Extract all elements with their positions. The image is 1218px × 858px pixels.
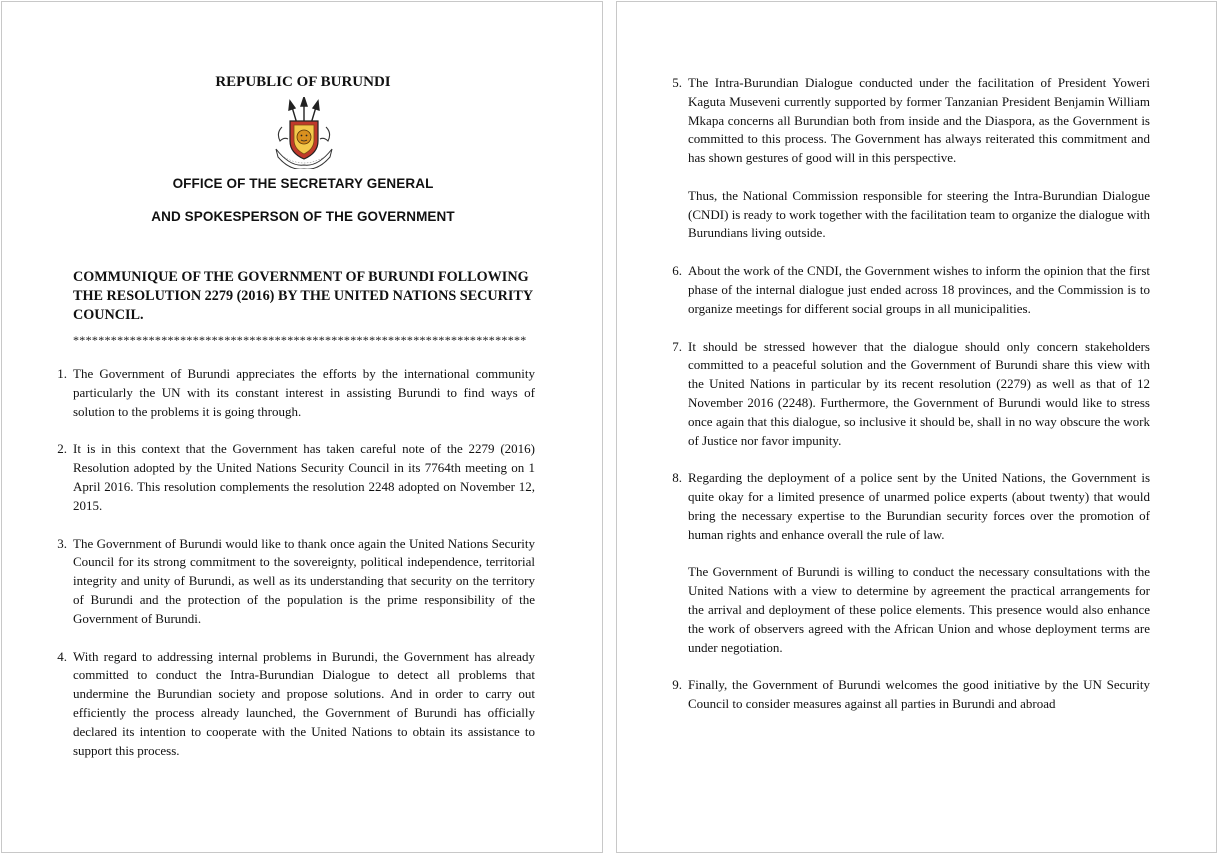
item-paragraph: About the work of the CNDI, the Government wishes to inform the opinion that the first phase of the internal dialogue just ended across 18 provinces, and the Commission is to organize meetings for different social groups in all municipalities. [688,263,1150,316]
document-page-1 [1,1,603,853]
item-paragraph: The Government of Burundi appreciates the efforts by the international community particularly the UN with its constant interest in assisting Burundi to find ways of solution to the problems it is going through. [73,366,535,419]
item-paragraph: The Intra-Burundian Dialogue conducted under the facilitation of President Yoweri Kaguta Museveni currently supported by former Tanzanian President Benjamin William Mkapa concerns all Burundian both from inside and the Diaspora, as the Government is committed to this process. The Government has always reiterated this commitment and has shown gestures of good will in this perspective. [688,75,1150,166]
item-paragraph: The Government of Burundi would like to thank once again the United Nations Security Council for its strong commitment to the sovereignty, political independence, territorial integrity and unity of Burundi, as well as its understanding that security on the territory of Burundi and the protection of the population is the prime responsibility of the Government of Burundi. [73,535,535,626]
item-paragraph: Thus, the National Commission responsible for steering the Intra-Burundian Dialogue (CNDI) is ready to work together with the facilitation team to organize the dialogue with Burundians living outside. [688,187,1150,241]
item-paragraph: Finally, the Government of Burundi welcomes the good initiative by the UN Security Council to consider measures against all parties in Burundi and abroad [688,677,1150,712]
item-number: 2 . [52,440,67,459]
item-number: 8 . [667,469,682,488]
list-item [667,676,1150,714]
item-number: 7 . [667,338,682,357]
list-item [52,365,535,421]
list-item [52,648,535,761]
list-item [52,535,535,629]
item-paragraph: With regard to addressing internal problems in Burundi, the Government has already committed to conduct the Intra-Burundian Dialogue to detect all problems that undermine the Burundian society and propose solutions. And in order to carry out efficiently the process already launched, the Government of Burundi has officially declared its intention to cooperate with the United Nations to obtain its assistance to support this process. [73,648,535,758]
item-paragraph: Regarding the deployment of a police sent by the United Nations, the Government is quite okay for a limited presence of unarmed police experts (about twenty) that would bring the necessary expertise to the Burundian security forces over the promotion of human rights and enhance overall the rule of law. [688,470,1150,542]
item-paragraph: It is in this context that the Government has taken careful note of the 2279 (2016) Resolution adopted by the United Nations Security Council in its 7764th meeting on 1 April 2016. This resolution complements the resolution 2248 adopted on November 12, 2015. [73,441,535,513]
item-paragraph: The Government of Burundi is willing to conduct the necessary consultations with the United Nations with a view to determine by agreement the practical arrangements for the arrival and deployment of these police elements. This presence would also enhance the work of observers agreed with the African Union and whose deployment terms are under negotiation. [688,564,1150,655]
numbered-list-right [667,74,1150,733]
list-item [667,262,1150,318]
office-heading-line2: AND SPOKESPERSON OF THE GOVERNMENT [151,209,455,224]
separator-line: ************************************************************************ [73,333,527,347]
document-page-2 [616,1,1217,853]
item-number: 1 . [52,365,67,384]
office-heading-line1: OFFICE OF THE SECRETARY GENERAL [172,176,434,191]
list-item [667,338,1150,451]
item-paragraph: It should be stressed however that the dialogue should only concern stakeholders committed to a peaceful solution and the Government of Burundi share this view with the United Nations in particular by its recent resolution (2279) as well as that of 12 November 2016 (2248). Furthermore, the Government of Burundi would like to stress once again that this dialogue, so inclusive it should be, shall in no way obscure the work of Justice nor favor impunity. [688,338,1150,448]
communique-title: COMMUNIQUE OF THE GOVERNMENT OF BURUNDI FOLLOWING THE RESOLUTION 2279 (2016) BY THE UNITED NATIONS SECURITY COUNCIL. [73,269,533,323]
list-item [52,440,535,515]
list-item [667,74,1150,243]
coat-of-arms-icon [270,97,338,169]
item-number: 6 . [667,262,682,281]
item-number: 3 . [52,535,67,554]
list-item [667,469,1150,657]
republic-heading: REPUBLIC OF BURUNDI [215,74,391,90]
item-number: 9 . [667,676,682,695]
item-number: 4 . [52,648,67,667]
numbered-list-left [52,365,535,779]
item-number: 5 . [667,74,682,93]
